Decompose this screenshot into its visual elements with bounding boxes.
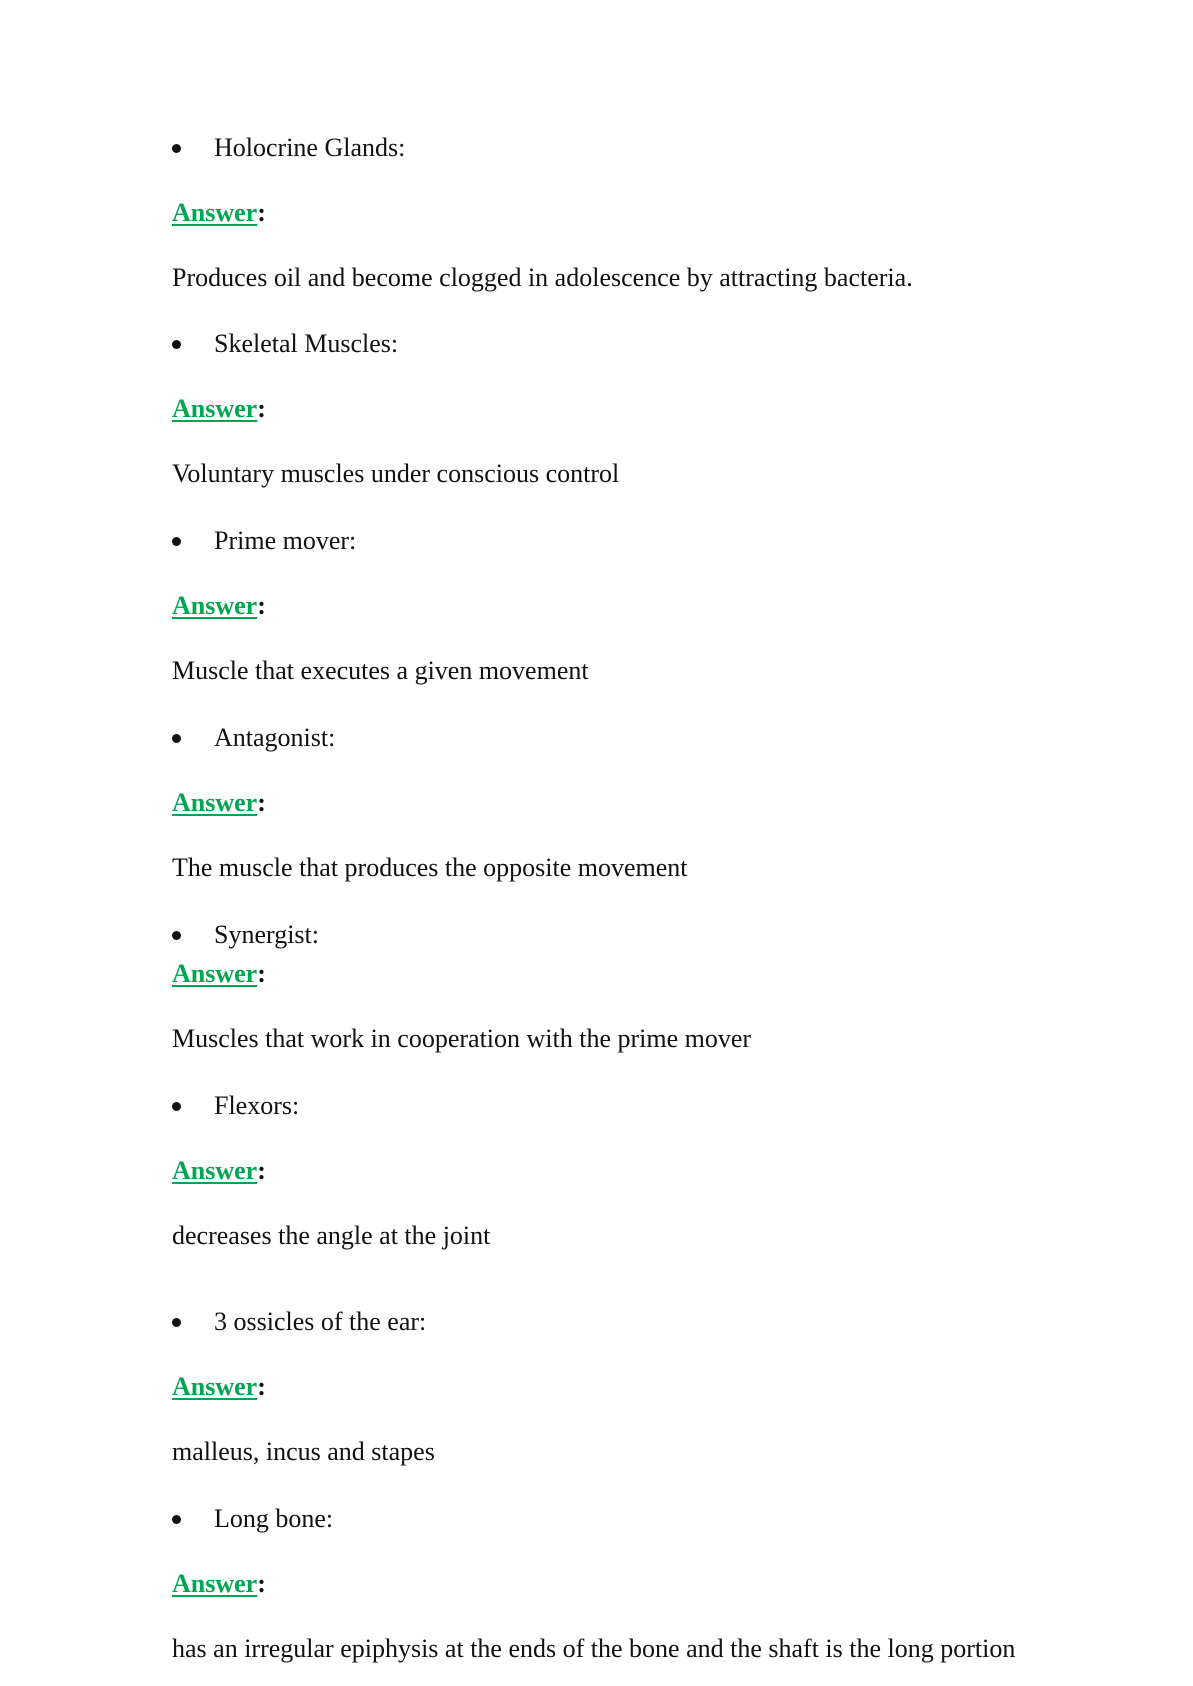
answer-label <box>172 788 266 818</box>
answer-text: Voluntary muscles under conscious control <box>172 459 620 488</box>
answer-label-colon: : <box>257 788 266 817</box>
answer-text: Produces oil and become clogged in adolescence by attracting bacteria. <box>172 263 913 292</box>
answer-label-word: Answer <box>172 394 258 423</box>
answer-label-word: Answer <box>172 1569 258 1598</box>
bullet-icon <box>172 340 181 349</box>
question-text: 3 ossicles of the ear: <box>214 1307 427 1336</box>
answer-label <box>172 591 266 621</box>
bullet-icon <box>172 537 181 546</box>
answer-text: malleus, incus and stapes <box>172 1437 435 1466</box>
bullet-icon <box>172 1102 181 1111</box>
answer-label-colon: : <box>257 1569 266 1598</box>
bullet-icon <box>172 144 181 153</box>
answer-label <box>172 959 266 989</box>
answer-label <box>172 394 266 424</box>
question-text: Long bone: <box>214 1504 334 1533</box>
answer-label-word: Answer <box>172 591 258 620</box>
answer-label-colon: : <box>257 591 266 620</box>
question-text: Flexors: <box>214 1091 300 1120</box>
answer-label-colon: : <box>257 1156 266 1185</box>
answer-label-word: Answer <box>172 788 258 817</box>
answer-label-colon: : <box>257 1372 266 1401</box>
answer-text: Muscles that work in cooperation with the prime mover <box>172 1024 752 1053</box>
answer-label-colon: : <box>257 959 266 988</box>
answer-label-word: Answer <box>172 1372 258 1401</box>
question-text: Synergist: <box>214 920 319 949</box>
answer-text: The muscle that produces the opposite movement <box>172 853 688 882</box>
answer-text: Muscle that executes a given movement <box>172 656 589 685</box>
answer-label-colon: : <box>257 198 266 227</box>
answer-label <box>172 1569 266 1599</box>
answer-text: decreases the angle at the joint <box>172 1221 491 1250</box>
answer-label <box>172 1372 266 1402</box>
bullet-icon <box>172 931 181 940</box>
answer-label <box>172 198 266 228</box>
question-text: Skeletal Muscles: <box>214 329 399 358</box>
answer-label <box>172 1156 266 1186</box>
question-text: Antagonist: <box>214 723 336 752</box>
bullet-icon <box>172 734 181 743</box>
bullet-icon <box>172 1318 181 1327</box>
answer-label-word: Answer <box>172 198 258 227</box>
question-text: Holocrine Glands: <box>214 133 406 162</box>
question-text: Prime mover: <box>214 526 357 555</box>
answer-text: has an irregular epiphysis at the ends of the bone and the shaft is the long portion <box>172 1634 1016 1663</box>
answer-label-word: Answer <box>172 1156 258 1185</box>
bullet-icon <box>172 1515 181 1524</box>
answer-label-word: Answer <box>172 959 258 988</box>
answer-label-colon: : <box>257 394 266 423</box>
